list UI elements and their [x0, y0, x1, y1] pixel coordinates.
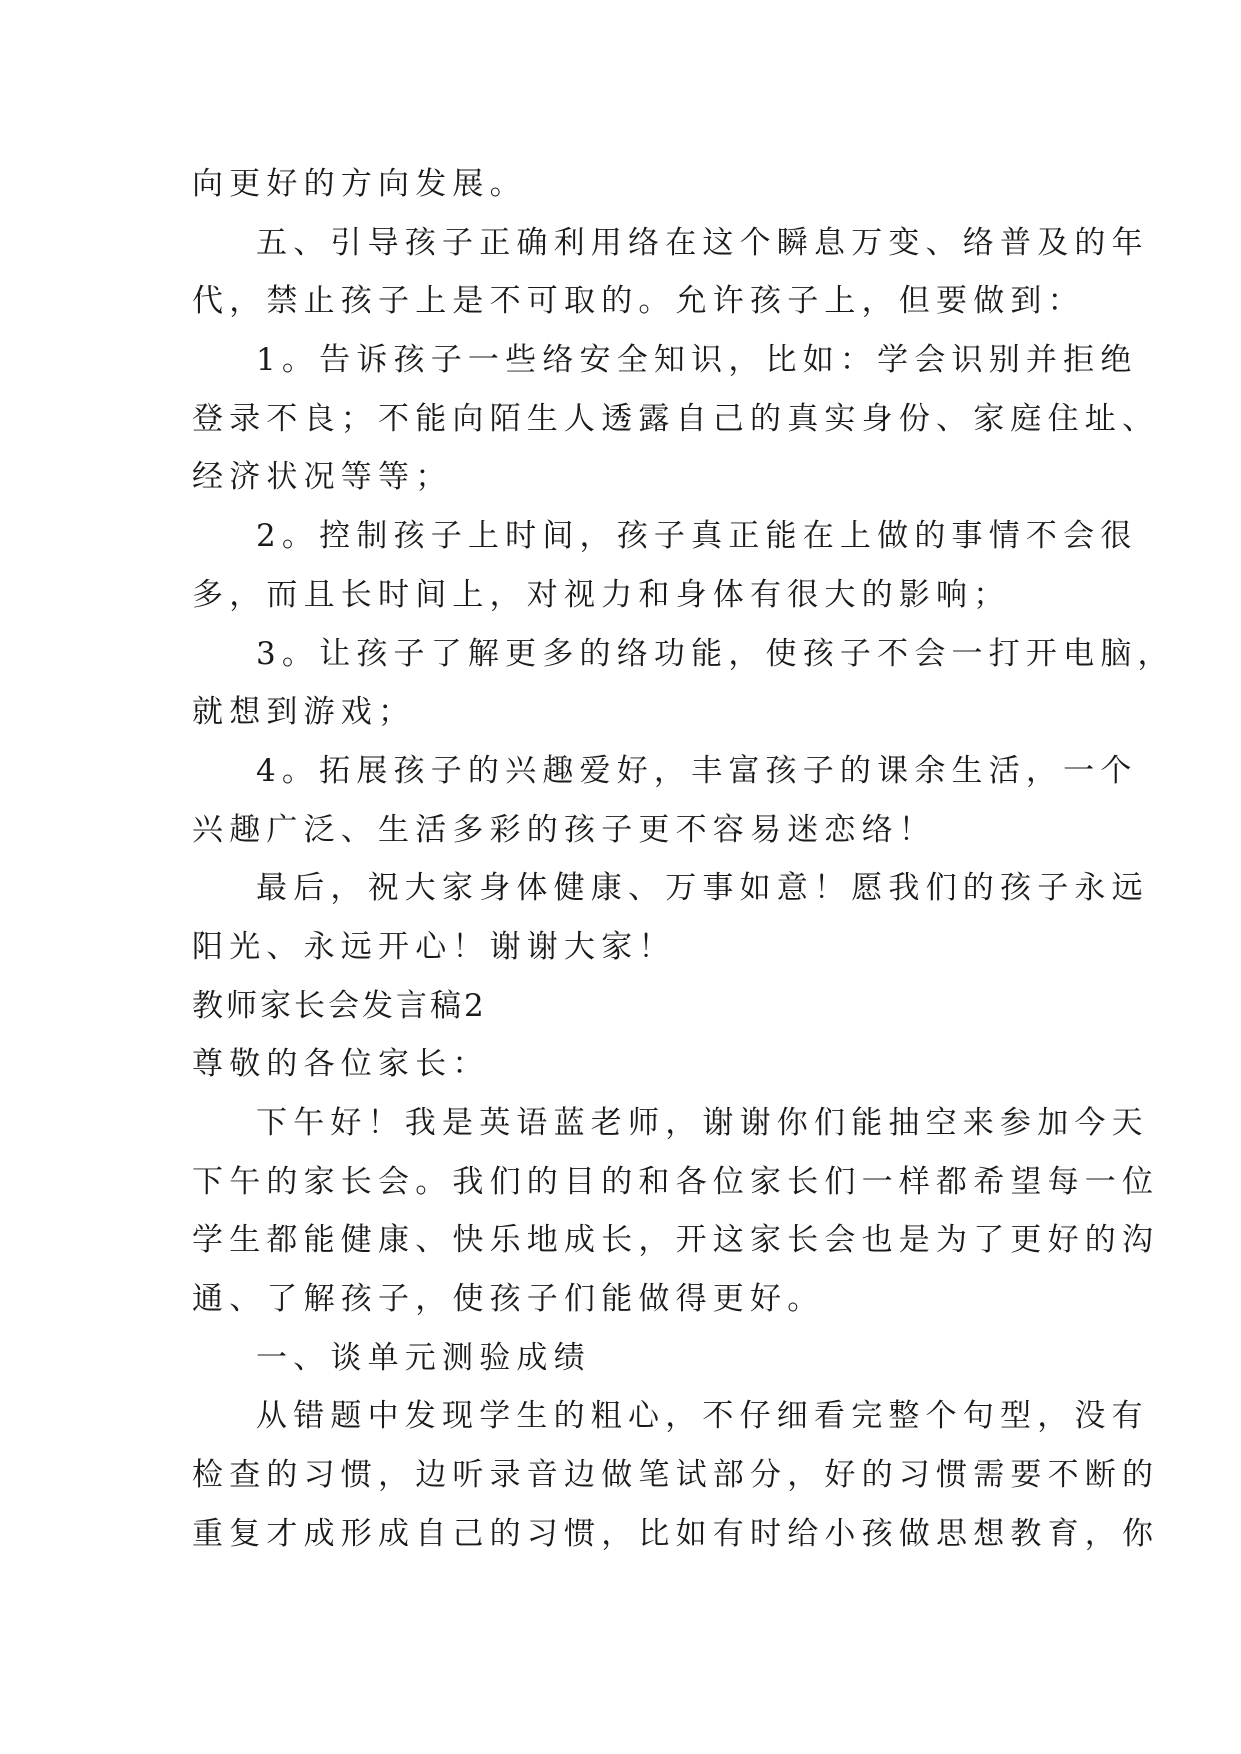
subsection-heading: 一、谈单元测验成绩 [256, 1339, 591, 1376]
text-line: 从错题中发现学生的粗心，不仔细看完整个句型，没有 [256, 1398, 1149, 1435]
salutation: 尊敬的各位家长： [192, 1046, 490, 1083]
text-line: 最后，祝大家身体健康、万事如意！愿我们的孩子永远 [256, 870, 1149, 907]
text-line: 4。拓展孩子的兴趣爱好，丰富孩子的课余生活，一个 [256, 752, 1138, 789]
text-line: 登录不良；不能向陌生人透露自己的真实身份、家庭住址、 [192, 400, 1160, 437]
text-line: 2。控制孩子上时间，孩子真正能在上做的事情不会很 [256, 518, 1138, 555]
text-line: 重复才成形成自己的习惯，比如有时给小孩做思想教育，你 [192, 1515, 1160, 1552]
text-line: 阳光、永远开心！谢谢大家！ [192, 928, 676, 965]
text-line: 学生都能健康、快乐地成长，开这家长会也是为了更好的沟 [192, 1222, 1160, 1259]
text-line: 兴趣广泛、生活多彩的孩子更不容易迷恋络！ [192, 811, 936, 848]
text-line: 通、了解孩子，使孩子们能做得更好。 [192, 1281, 825, 1318]
text-line: 1。告诉孩子一些络安全知识，比如：学会识别并拒绝 [256, 342, 1138, 379]
text-line: 下午的家长会。我们的目的和各位家长们一样都希望每一位 [192, 1163, 1160, 1200]
text-line: 代，禁止孩子上是不可取的。允许孩子上，但要做到： [192, 283, 1085, 320]
section-heading: 教师家长会发言稿2 [192, 987, 487, 1024]
text-line: 经济状况等等； [192, 459, 453, 496]
text-line: 就想到游戏； [192, 694, 416, 731]
text-line: 多，而且长时间上，对视力和身体有很大的影响； [192, 576, 1011, 613]
text-line: 3。让孩子了解更多的络功能，使孩子不会一打开电脑， [256, 635, 1175, 672]
document-body [192, 155, 1175, 1564]
text-line: 检查的习惯，边听录音边做笔试部分，好的习惯需要不断的 [192, 1457, 1160, 1494]
text-line: 向更好的方向发展。 [192, 166, 527, 202]
text-line: 下午好！我是英语蓝老师，谢谢你们能抽空来参加今天 [256, 1105, 1149, 1141]
text-line: 五、引导孩子正确利用络在这个瞬息万变、络普及的年 [256, 224, 1149, 261]
